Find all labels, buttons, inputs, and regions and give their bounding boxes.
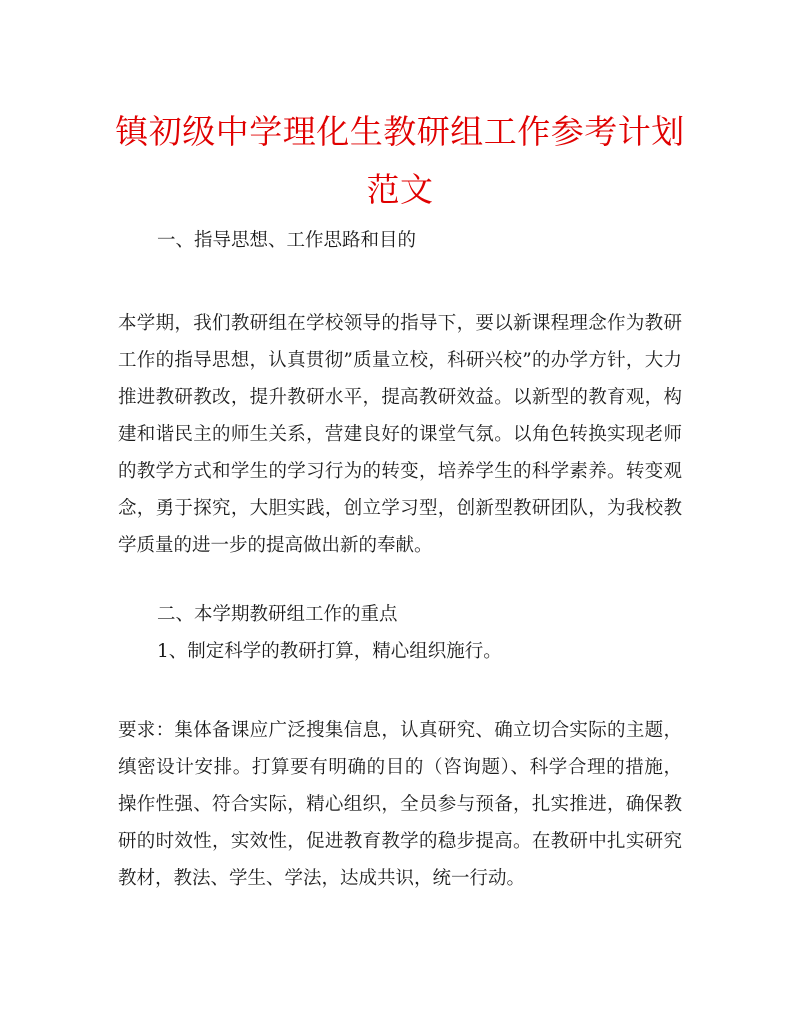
section-heading-key-work: 二、本学期教研组工作的重点 <box>157 604 398 625</box>
item-body-requirements: 要求：集体备课应广泛搜集信息，认真研究、确立切合实际的主题，缜密设计安排。打算要有明确的目的（咨询题）、科学合理的措施，操作性强、符合实际，精心组织，全员参与预备，扎实推进，确保教研的时效性，实效性，促进教育教学的稳步提高。在教研中扎实研究教材，教法、学生、学法，达成共识，统一行动。 <box>118 720 682 889</box>
section-body-guiding-ideas: 本学期，我们教研组在学校领导的指导下，要以新课程理念作为教研工作的指导思想，认真贯彻”质量立校，科研兴校”的办学方针，大力推进教研教改，提升教研水平，提高教研效益。以新型的教育观，构建和谐民主的师生关系，营建良好的课堂气氛。以角色转换实现老师的教学方式和学生的学习行为的转变，培养学生的科学素养。转变观念，勇于探究，大胆实践，创立学习型，创新型教研团队，为我校教学质量的进一步的提高做出新的奉献。 <box>118 313 682 556</box>
document-title: 镇初级中学理化生教研组工作参考计划范文 <box>115 112 685 209</box>
item-heading-research-plan: 1、制定科学的教研打算，精心组织施行。 <box>157 641 502 662</box>
section-heading-guiding-ideas: 一、指导思想、工作思路和目的 <box>157 230 417 251</box>
